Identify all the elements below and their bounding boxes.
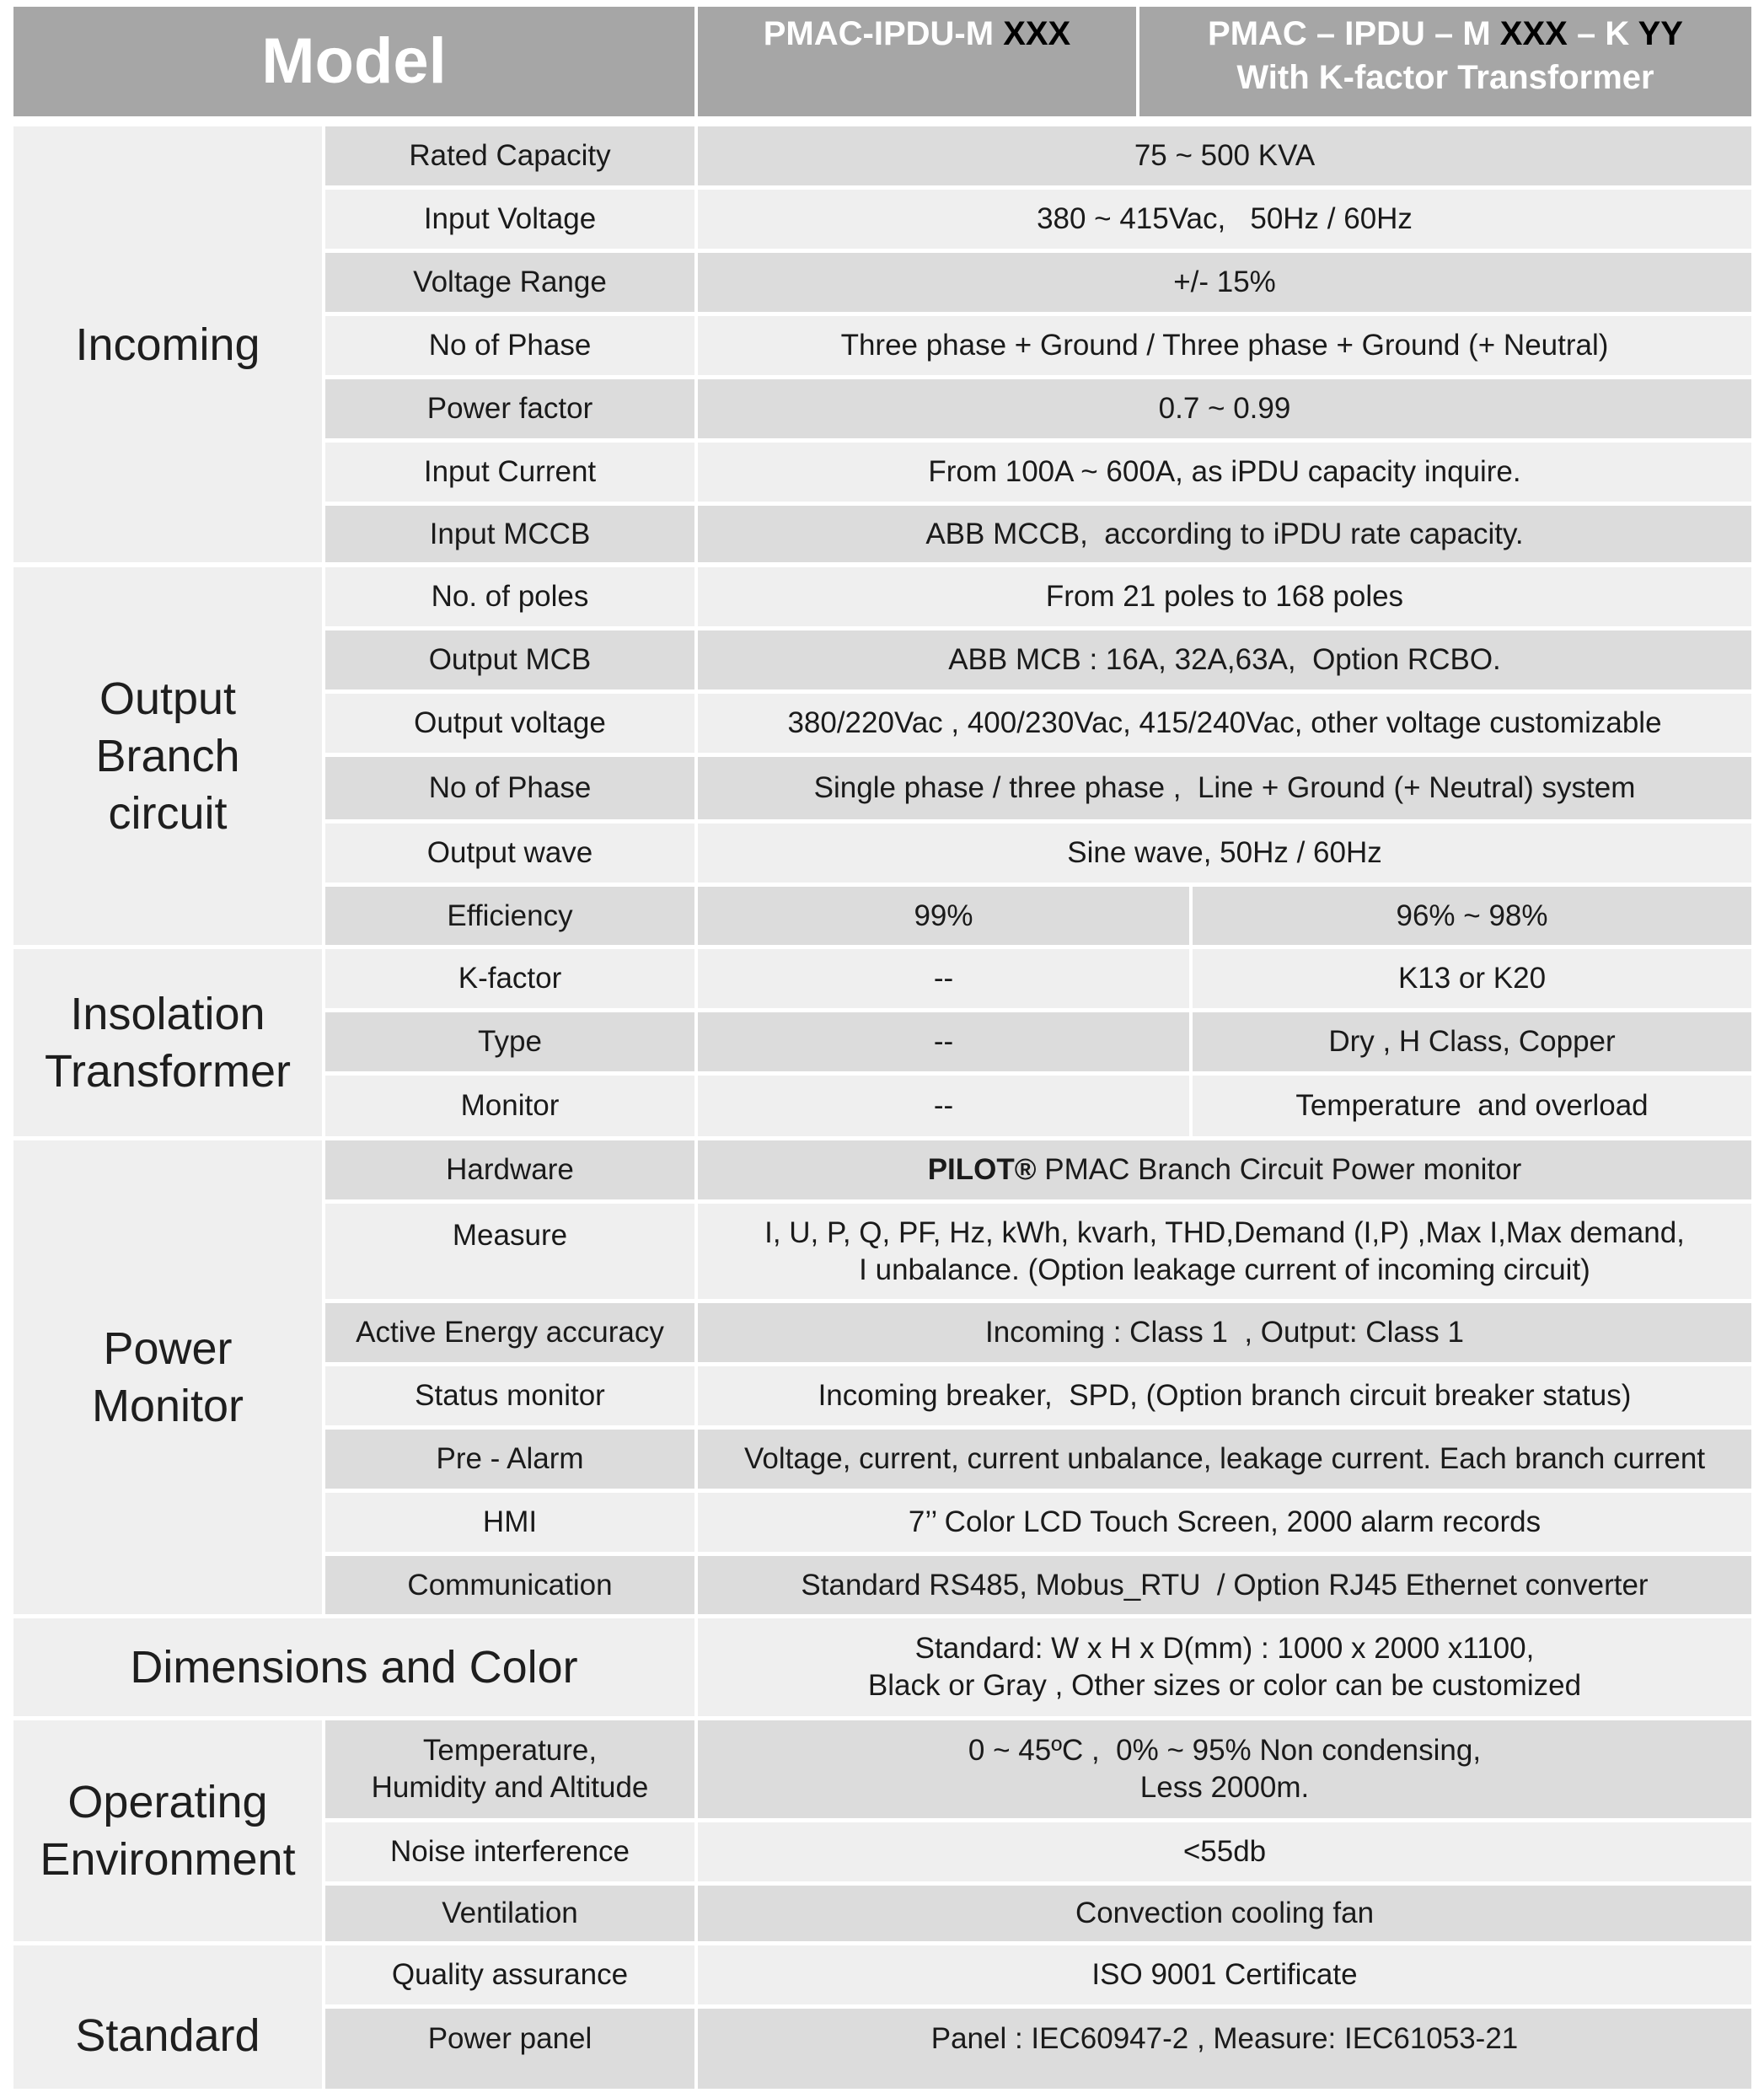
value-noise: <55db [698, 1822, 1751, 1881]
temperature-label-2: Humidity and Altitude [371, 1771, 649, 1804]
label-no-of-phase-in: No of Phase [325, 316, 694, 375]
hardware-desc: PMAC Branch Circuit Power monitor [1036, 1153, 1522, 1186]
header-col2 [1139, 7, 1751, 116]
label-hardware: Hardware [325, 1140, 694, 1199]
dimensions-line-2: Black or Gray , Other sizes or color can be customized [867, 1669, 1582, 1702]
label-pre-alarm: Pre - Alarm [325, 1430, 694, 1489]
value-input-voltage: 380 ~ 415Vac, 50Hz / 60Hz [698, 190, 1751, 249]
value-communication: Standard RS485, Mobus_RTU / Option RJ45 Ethernet converter [698, 1556, 1751, 1614]
section-dimensions: Dimensions and Color [13, 1618, 694, 1716]
value-quality: ISO 9001 Certificate [698, 1945, 1751, 2004]
value-pre-alarm: Voltage, current, current unbalance, leakage current. Each branch current [698, 1430, 1751, 1489]
value-monitor-2: Temperature and overload [1193, 1076, 1751, 1136]
temperature-line-2: Less 2000m. [1139, 1771, 1310, 1804]
label-type: Type [325, 1012, 694, 1071]
col1-title: PMAC-IPDU-M XXX [763, 15, 1071, 52]
label-voltage-range: Voltage Range [325, 253, 694, 312]
label-status-monitor: Status monitor [325, 1366, 694, 1425]
label-output-voltage: Output voltage [325, 694, 694, 753]
value-status-monitor: Incoming breaker, SPD, (Option branch circuit breaker status) [698, 1366, 1751, 1425]
label-no-of-phase-out: No of Phase [325, 757, 694, 819]
value-output-mcb: ABB MCB : 16A, 32A,63A, Option RCBO. [698, 630, 1751, 689]
label-efficiency: Efficiency [325, 887, 694, 945]
header-col1 [698, 7, 1136, 116]
value-voltage-range: +/- 15% [698, 253, 1751, 312]
value-efficiency-2: 96% ~ 98% [1193, 887, 1751, 945]
value-dimensions [698, 1618, 1751, 1716]
pilot-brand: PILOT® [927, 1153, 1037, 1186]
value-power-factor: 0.7 ~ 0.99 [698, 379, 1751, 438]
value-output-voltage: 380/220Vac , 400/230Vac, 415/240Vac, other voltage customizable [698, 694, 1751, 753]
value-no-of-poles: From 21 poles to 168 poles [698, 567, 1751, 626]
value-rated-capacity: 75 ~ 500 KVA [698, 126, 1751, 185]
dimensions-line-1: Standard: W x H x D(mm) : 1000 x 2000 x1100, [914, 1632, 1535, 1665]
label-noise: Noise interference [325, 1822, 694, 1881]
measure-line-1: I, U, P, Q, PF, Hz, kWh, kvarh, THD,Demand (I,P) ,Max I,Max demand, [764, 1215, 1685, 1249]
label-input-current: Input Current [325, 443, 694, 502]
label-output-mcb: Output MCB [325, 630, 694, 689]
value-temperature [698, 1720, 1751, 1818]
section-operating: Operating Environment [13, 1720, 322, 1941]
model-label: Model [261, 25, 447, 97]
col2-title: PMAC – IPDU – M XXX – K YY [1208, 15, 1683, 52]
label-quality: Quality assurance [325, 1945, 694, 2004]
value-hmi: 7’’ Color LCD Touch Screen, 2000 alarm records [698, 1493, 1751, 1552]
label-power-panel: Power panel [325, 2009, 694, 2089]
section-output-branch: Output Branch circuit [13, 567, 322, 945]
value-no-of-phase-in: Three phase + Ground / Three phase + Ground (+ Neutral) [698, 316, 1751, 375]
label-output-wave: Output wave [325, 824, 694, 883]
label-hmi: HMI [325, 1493, 694, 1552]
temperature-line-1: 0 ~ 45ºC , 0% ~ 95% Non condensing, [968, 1734, 1482, 1767]
value-input-mccb: ABB MCCB, according to iPDU rate capacity. [698, 506, 1751, 562]
section-standard: Standard [13, 1945, 322, 2089]
section-insolation: Insolation Transformer [13, 949, 322, 1136]
label-ventilation: Ventilation [325, 1886, 694, 1941]
label-input-mccb: Input MCCB [325, 506, 694, 562]
header-model [13, 7, 694, 116]
value-power-panel: Panel : IEC60947-2 , Measure: IEC61053-21 [698, 2009, 1751, 2089]
value-type-1: -- [698, 1012, 1189, 1071]
value-k-factor-1: -- [698, 949, 1189, 1008]
label-k-factor: K-factor [325, 949, 694, 1008]
value-k-factor-2: K13 or K20 [1193, 949, 1751, 1008]
value-no-of-phase-out: Single phase / three phase , Line + Ground (+ Neutral) system [698, 757, 1751, 819]
label-active-energy: Active Energy accuracy [325, 1303, 694, 1362]
section-incoming: Incoming [13, 126, 322, 562]
value-active-energy: Incoming : Class 1 , Output: Class 1 [698, 1303, 1751, 1362]
value-hardware [698, 1140, 1751, 1199]
section-power-monitor: Power Monitor [13, 1140, 322, 1614]
col2-subtitle: With K-factor Transformer [1236, 59, 1654, 96]
temperature-label-1: Temperature, [422, 1734, 598, 1767]
value-monitor-1: -- [698, 1076, 1189, 1136]
value-ventilation: Convection cooling fan [698, 1886, 1751, 1941]
label-rated-capacity: Rated Capacity [325, 126, 694, 185]
label-monitor: Monitor [325, 1076, 694, 1136]
measure-line-2: I unbalance. (Option leakage current of incoming circuit) [859, 1253, 1590, 1286]
value-efficiency-1: 99% [698, 887, 1189, 945]
label-power-factor: Power factor [325, 379, 694, 438]
label-communication: Communication [325, 1556, 694, 1614]
label-measure: Measure [325, 1204, 694, 1299]
value-measure [698, 1204, 1751, 1299]
label-input-voltage: Input Voltage [325, 190, 694, 249]
value-output-wave: Sine wave, 50Hz / 60Hz [698, 824, 1751, 883]
label-no-of-poles: No. of poles [325, 567, 694, 626]
label-temperature [325, 1720, 694, 1818]
value-type-2: Dry , H Class, Copper [1193, 1012, 1751, 1071]
value-input-current: From 100A ~ 600A, as iPDU capacity inquire. [698, 443, 1751, 502]
